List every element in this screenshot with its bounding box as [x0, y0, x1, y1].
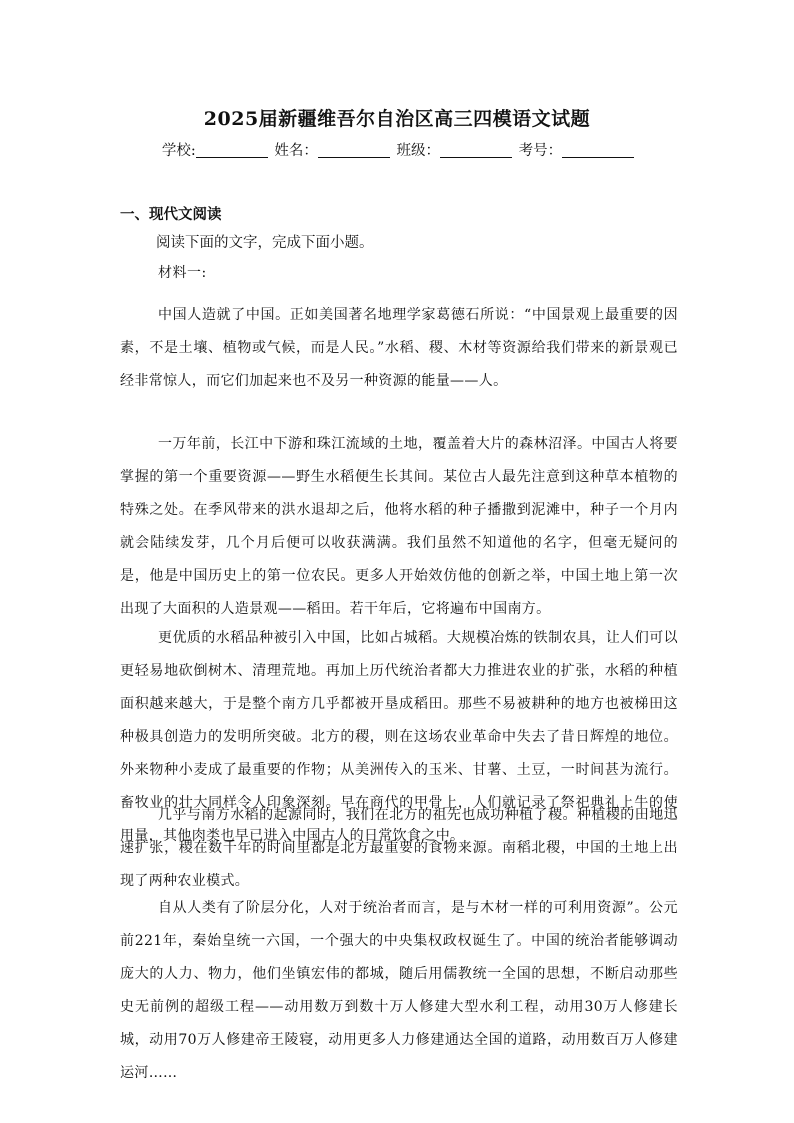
class-label: 班级： [396, 143, 440, 159]
paragraph: 自从人类有了阶层分化，人对于统治者而言，是与木材一样的可利用资源”。公元前221年，秦始皇统一六国，一个强大的中央集权政权诞生了。中国的统治者能够调动庞大的人力、物力，他们坐镇宏伟的都城，随后用儒教统一全国的思想，不断启动那些史无前例的超级工程——动用数万到数十万人修建大型水利工程，动用30万人修建长城，动用70万人修建帝王陵寝，动用更多人力修建通达全国的道路，动用数百万人修建运河…… [120, 900, 678, 1081]
paragraph: 几乎与南方水稻的起源同时，我们在北方的祖先也成功种植了稷。种植稷的田地迅速扩张，稷在数千年的时间里都是北方最重要的食物来源。南稻北稷，中国的土地上出现了两种农业模式。 [120, 807, 678, 889]
paragraph: 一万年前，长江中下游和珠江流域的土地，覆盖着大片的森林沼泽。中国古人将要掌握的第一个重要资源——野生水稻便生长其间。某位古人最先注意到这种草本植物的特殊之处。在季风带来的洪水退却之后，他将水稻的种子播撒到泥滩中，种子一个月内就会陆续发芽，几个月后便可以收获满满。我们虽然不知道他的名字，但毫无疑问的是，他是中国历史上的第一位农民。更多人开始效仿他的创新之举，中国土地上第一次出现了大面积的人造景观——稻田。若干年后，它将遍布中国南方。 [120, 436, 678, 617]
student-info-row [0, 139, 794, 160]
section-heading: 一、现代文阅读 [120, 206, 222, 223]
material-label: 材料一: [158, 265, 207, 281]
name-label: 姓名： [274, 143, 318, 159]
school-blank[interactable] [196, 143, 268, 158]
name-blank[interactable] [318, 143, 390, 158]
exam-number-label: 考号： [518, 143, 563, 159]
exam-number-blank[interactable] [562, 143, 634, 158]
exam-title: 2025届新疆维吾尔自治区高三四模语文试题 [203, 108, 591, 130]
paragraph: 中国人造就了中国。正如美国著名地理学家葛德石所说：“中国景观上最重要的因素，不是土壤、植物或气候，而是人民。”水稻、稷、木材等资源给我们带来的新景观已经非常惊人，而它们加起来也不及另一种资源的能量——人。 [120, 307, 678, 389]
reading-instruction: 阅读下面的文字，完成下面小题。 [156, 235, 374, 251]
class-blank[interactable] [440, 143, 512, 158]
paragraph: 更优质的水稻品种被引入中国，比如占城稻。大规模冶炼的铁制农具，让人们可以更轻易地砍倒树木、清理荒地。再加上历代统治者都大力推进农业的扩张，水稻的种植面积越来越大，于是整个南方几乎都被开垦成稻田。那些不易被耕种的地方也被梯田这种极具创造力的发明所突破。北方的稷，则在这场农业革命中失去了昔日辉煌的地位。外来物种小麦成了最重要的作物；从美洲传入的玉米、甘薯、土豆，一时间甚为流行。畜牧业的壮大同样令人印象深刻。早在商代的甲骨上，人们就记录了祭祀典礼上牛的使用量，其他肉类也早已进入中国古人的日常饮食之中。 [120, 630, 678, 844]
school-label: 学校: [161, 143, 196, 159]
